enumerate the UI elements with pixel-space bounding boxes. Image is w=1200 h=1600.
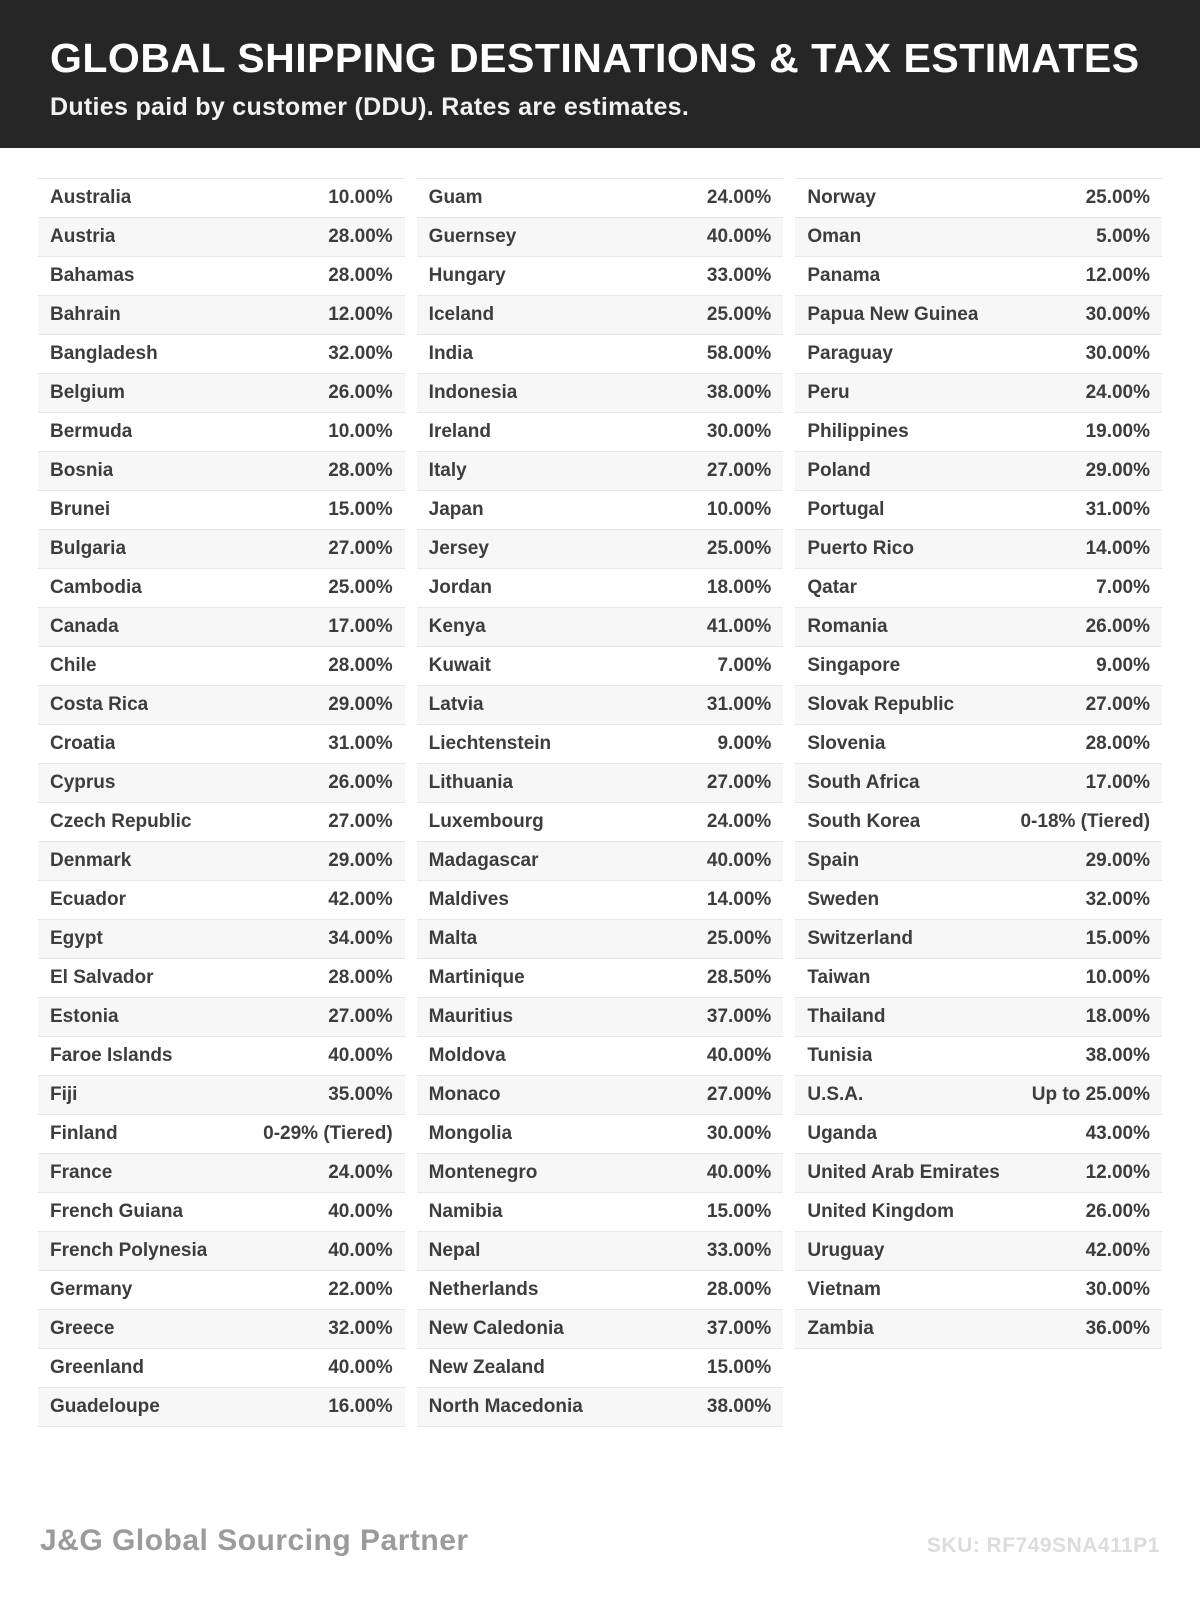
table-row [38,530,405,569]
country-name: Japan [428,499,484,520]
country-name: France [50,1162,113,1183]
tax-rate: 12.00% [1085,1162,1151,1183]
table-row [795,374,1162,413]
tax-rate: 18.00% [706,577,772,598]
table-row [417,1115,784,1154]
table-row [795,920,1162,959]
country-name: Nepal [428,1240,481,1261]
tax-rate: 28.00% [328,226,393,247]
table-row [795,881,1162,920]
tax-rate: 24.00% [706,187,772,208]
tax-rate: 29.00% [1085,460,1151,481]
tax-rate: 30.00% [1085,343,1151,364]
table-row [38,1037,405,1076]
country-name: Latvia [428,694,484,715]
tax-rate: 16.00% [328,1396,393,1417]
table-row [417,764,784,803]
table-row [417,1232,784,1271]
table-row [795,959,1162,998]
table-row [38,959,405,998]
tax-rate: 58.00% [706,343,772,364]
country-name: Guernsey [428,226,517,247]
tax-rate: 43.00% [1085,1123,1151,1144]
page-title: GLOBAL SHIPPING DESTINATIONS & TAX ESTIMATES [50,35,1140,81]
tax-rate: 25.00% [706,304,772,325]
country-name: Madagascar [428,850,539,871]
table-row [38,686,405,725]
country-name: Mongolia [428,1123,513,1144]
tax-rate: 18.00% [1085,1006,1151,1027]
tax-rate: 34.00% [328,928,393,949]
tax-rate: 28.50% [706,967,772,988]
tax-rate: 15.00% [706,1201,772,1222]
table-row [38,725,405,764]
tax-rate: 31.00% [1085,499,1151,520]
table-row [417,920,784,959]
table-row [795,1193,1162,1232]
table-row [417,179,784,218]
country-name: Costa Rica [50,694,149,715]
tax-rate: 9.00% [717,733,772,754]
table-row [38,764,405,803]
table-row [795,296,1162,335]
tax-rate: 27.00% [706,772,772,793]
country-name: Philippines [807,421,909,442]
country-name: New Caledonia [428,1318,564,1339]
country-name: Monaco [428,1084,501,1105]
country-name: Ireland [428,421,491,442]
table-row [795,1271,1162,1310]
country-name: Thailand [807,1006,886,1027]
page-header [0,0,1200,148]
tax-rate: 24.00% [706,811,772,832]
country-name: Oman [807,226,862,247]
table-row [795,764,1162,803]
table-row [38,413,405,452]
table-row [795,1037,1162,1076]
tax-rate: 28.00% [328,460,393,481]
country-name: French Guiana [50,1201,184,1222]
tax-rate: 40.00% [706,226,772,247]
country-name: India [428,343,474,364]
tax-rate: 12.00% [328,304,393,325]
tax-rate: 27.00% [706,1084,772,1105]
country-name: Guadeloupe [50,1396,160,1417]
country-name: Jersey [428,538,489,559]
country-name: Uganda [807,1123,878,1144]
table-row [417,647,784,686]
country-name: Cyprus [50,772,116,793]
country-name: Austria [50,226,116,247]
tax-rate: 40.00% [706,1162,772,1183]
tax-rate: 38.00% [1085,1045,1151,1066]
tax-rate: 27.00% [1085,694,1151,715]
tax-rate: 41.00% [706,616,772,637]
country-name: Australia [50,187,132,208]
tax-rate: 28.00% [706,1279,772,1300]
country-name: U.S.A. [807,1084,864,1105]
country-name: Namibia [428,1201,503,1222]
table-row [38,1076,405,1115]
tax-rate: 5.00% [1096,226,1151,247]
tax-rate: 10.00% [328,421,393,442]
country-name: Hungary [428,265,506,286]
tax-rate: 25.00% [706,538,772,559]
table-row [795,491,1162,530]
tax-rate: 30.00% [706,1123,772,1144]
table-row [38,881,405,920]
country-name: Panama [807,265,881,286]
country-name: Greenland [50,1357,144,1378]
sku-label: SKU: RF749SNA411P1 [926,1534,1160,1557]
tax-rate: 17.00% [328,616,393,637]
table-row [38,569,405,608]
table-row [417,296,784,335]
tax-rate: 42.00% [1085,1240,1151,1261]
country-name: Faroe Islands [50,1045,173,1066]
table-row [38,218,405,257]
country-name: Iceland [428,304,495,325]
tax-rate: 36.00% [1085,1318,1151,1339]
country-name: Germany [50,1279,133,1300]
table-row [417,1271,784,1310]
country-name: Ecuador [50,889,127,910]
country-name: Kuwait [428,655,491,676]
country-name: Tunisia [807,1045,873,1066]
tax-rate: 42.00% [328,889,393,910]
country-name: Fiji [50,1084,78,1105]
tax-rate: 40.00% [328,1357,393,1378]
country-name: United Kingdom [807,1201,955,1222]
country-name: Netherlands [428,1279,539,1300]
table-row [417,1076,784,1115]
tax-rate: 28.00% [328,265,393,286]
tax-rate: 37.00% [706,1006,772,1027]
country-name: Portugal [807,499,885,520]
country-name: Canada [50,616,119,637]
table-row [795,413,1162,452]
country-name: Luxembourg [428,811,544,832]
country-name: Puerto Rico [807,538,914,559]
country-name: Papua New Guinea [807,304,979,325]
tax-rate: 27.00% [328,811,393,832]
table-row [38,608,405,647]
tax-rate: 35.00% [328,1084,393,1105]
country-name: New Zealand [428,1357,545,1378]
country-name: Vietnam [807,1279,881,1300]
table-row [417,842,784,881]
table-row [795,179,1162,218]
tax-rate: 22.00% [328,1279,393,1300]
table-row [795,257,1162,296]
country-name: Switzerland [807,928,913,949]
table-row [38,998,405,1037]
tax-rate: 40.00% [706,1045,772,1066]
tax-rate: 14.00% [706,889,772,910]
tax-rate: 10.00% [706,499,772,520]
country-name: Mauritius [428,1006,514,1027]
country-name: Chile [50,655,97,676]
table-row [795,608,1162,647]
country-name: North Macedonia [428,1396,583,1417]
tax-rate: 26.00% [328,382,393,403]
table-row [38,1388,405,1427]
country-name: Bahamas [50,265,135,286]
table-row [38,374,405,413]
tax-rate: 33.00% [706,1240,772,1261]
table-row [417,413,784,452]
country-name: Spain [807,850,860,871]
country-name: Italy [428,460,467,481]
tax-rate: Up to 25.00% [1031,1084,1151,1105]
tax-rate: 38.00% [706,382,772,403]
rate-column-3 [795,178,1162,1349]
page-footer [40,1524,1160,1558]
country-name: Malta [428,928,478,949]
tax-rate: 27.00% [328,1006,393,1027]
tax-rate: 26.00% [1085,616,1151,637]
country-name: Uruguay [807,1240,885,1261]
page-subtitle: Duties paid by customer (DDU). Rates are estimates. [50,93,690,122]
table-row [417,1154,784,1193]
table-row [795,1232,1162,1271]
table-row [417,1037,784,1076]
country-name: Maldives [428,889,509,910]
country-name: Denmark [50,850,132,871]
table-row [417,1310,784,1349]
table-row [795,452,1162,491]
tax-rate: 24.00% [328,1162,393,1183]
brand-name: J&G Global Sourcing Partner [40,1524,469,1557]
country-name: Bulgaria [50,538,127,559]
tax-rate: 29.00% [328,850,393,871]
country-name: Qatar [807,577,857,598]
country-name: Jordan [428,577,493,598]
table-row [417,998,784,1037]
table-row [38,647,405,686]
country-name: Norway [807,187,876,208]
country-name: Belgium [50,382,125,403]
tax-rate: 25.00% [328,577,393,598]
tax-rate: 10.00% [1085,967,1151,988]
country-name: Moldova [428,1045,506,1066]
table-row [417,257,784,296]
table-row [795,335,1162,374]
country-name: United Arab Emirates [807,1162,1000,1183]
country-name: Croatia [50,733,116,754]
table-row [795,1310,1162,1349]
table-row [795,803,1162,842]
table-row [38,1310,405,1349]
tax-rate: 40.00% [328,1240,393,1261]
rates-table [0,148,1200,1427]
tax-rate: 31.00% [706,694,772,715]
country-name: Taiwan [807,967,871,988]
table-row [38,179,405,218]
tax-rate: 29.00% [328,694,393,715]
tax-rate: 7.00% [1096,577,1151,598]
rate-column-1 [38,178,405,1427]
tax-rate: 29.00% [1085,850,1151,871]
country-name: Kenya [428,616,486,637]
tax-rate: 15.00% [706,1357,772,1378]
tax-rate: 19.00% [1085,421,1151,442]
table-row [795,1115,1162,1154]
table-row [38,803,405,842]
country-name: Poland [807,460,871,481]
country-name: Montenegro [428,1162,538,1183]
tax-rate: 15.00% [328,499,393,520]
country-name: Greece [50,1318,115,1339]
country-name: Egypt [50,928,103,949]
table-row [38,491,405,530]
table-row [417,530,784,569]
tax-rate: 30.00% [1085,304,1151,325]
tax-rate: 28.00% [328,967,393,988]
country-name: Slovak Republic [807,694,955,715]
table-row [417,218,784,257]
tax-rate: 7.00% [717,655,772,676]
country-name: Peru [807,382,850,403]
country-name: Sweden [807,889,880,910]
tax-rate: 12.00% [1085,265,1151,286]
country-name: Romania [807,616,888,637]
country-name: Guam [428,187,483,208]
country-name: Bahrain [50,304,121,325]
tax-rate: 32.00% [1085,889,1151,910]
table-row [38,1154,405,1193]
country-name: South Korea [807,811,921,832]
table-row [38,1349,405,1388]
table-row [38,1271,405,1310]
table-row [417,608,784,647]
table-row [38,335,405,374]
country-name: El Salvador [50,967,154,988]
country-name: South Africa [807,772,920,793]
table-row [417,725,784,764]
country-name: Czech Republic [50,811,192,832]
table-row [38,842,405,881]
table-row [795,530,1162,569]
country-name: Martinique [428,967,525,988]
country-name: Lithuania [428,772,514,793]
tax-rate: 32.00% [328,1318,393,1339]
country-name: Estonia [50,1006,119,1027]
table-row [795,1076,1162,1115]
tax-rate: 25.00% [706,928,772,949]
country-name: Cambodia [50,577,142,598]
table-row [417,1193,784,1232]
table-row [417,803,784,842]
table-row [38,1115,405,1154]
table-row [417,686,784,725]
table-row [38,920,405,959]
country-name: Singapore [807,655,901,676]
tax-rate: 28.00% [328,655,393,676]
table-row [417,452,784,491]
country-name: Bermuda [50,421,133,442]
tax-rate: 24.00% [1085,382,1151,403]
table-row [38,1232,405,1271]
tax-rate: 0-18% (Tiered) [1020,811,1151,832]
table-row [795,725,1162,764]
tax-rate: 26.00% [328,772,393,793]
tax-rate: 37.00% [706,1318,772,1339]
tax-rate: 30.00% [706,421,772,442]
tax-rate: 10.00% [328,187,393,208]
tax-rate: 26.00% [1085,1201,1151,1222]
tax-rate: 9.00% [1096,655,1151,676]
table-row [795,647,1162,686]
tax-rate: 15.00% [1085,928,1151,949]
table-row [417,569,784,608]
tax-rate: 40.00% [328,1201,393,1222]
country-name: Bosnia [50,460,114,481]
table-row [38,1193,405,1232]
table-row [417,1388,784,1427]
country-name: Liechtenstein [428,733,552,754]
table-row [795,998,1162,1037]
country-name: Bangladesh [50,343,158,364]
table-row [417,335,784,374]
country-name: Slovenia [807,733,886,754]
table-row [417,959,784,998]
tax-rate: 38.00% [706,1396,772,1417]
country-name: Paraguay [807,343,893,364]
tax-rate: 40.00% [706,850,772,871]
country-name: Brunei [50,499,111,520]
tax-rate: 14.00% [1085,538,1151,559]
table-row [417,1349,784,1388]
country-name: Indonesia [428,382,518,403]
tax-rate: 27.00% [706,460,772,481]
table-row [795,686,1162,725]
country-name: French Polynesia [50,1240,208,1261]
tax-rate: 27.00% [328,538,393,559]
tax-rate: 31.00% [328,733,393,754]
tax-rate: 33.00% [706,265,772,286]
country-name: Zambia [807,1318,874,1339]
table-row [795,569,1162,608]
rate-column-2 [417,178,784,1427]
table-row [38,296,405,335]
table-row [417,374,784,413]
tax-rate: 0-29% (Tiered) [263,1123,393,1144]
tax-rate: 17.00% [1085,772,1151,793]
table-row [417,881,784,920]
tax-rate: 40.00% [328,1045,393,1066]
tax-rate: 25.00% [1085,187,1151,208]
table-row [795,842,1162,881]
tax-rate: 30.00% [1085,1279,1151,1300]
table-row [795,218,1162,257]
tax-rate: 32.00% [328,343,393,364]
country-name: Finland [50,1123,118,1144]
table-row [38,452,405,491]
table-row [795,1154,1162,1193]
tax-rate: 28.00% [1085,733,1151,754]
table-row [38,257,405,296]
table-row [417,491,784,530]
